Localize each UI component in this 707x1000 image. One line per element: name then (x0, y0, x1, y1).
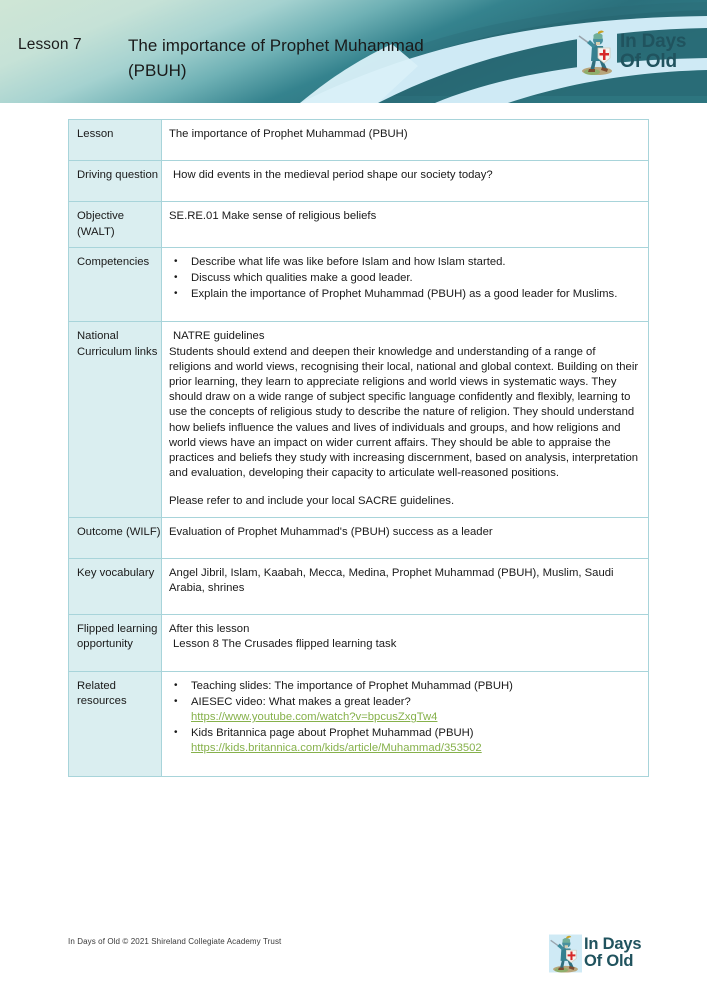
footer-copyright: In Days of Old © 2021 Shireland Collegiate Academy Trust (68, 937, 282, 946)
driving-question-text: How did events in the medieval period shape our society today? (173, 169, 493, 182)
table-row-driving-question (69, 161, 649, 202)
table-row-outcome (69, 517, 649, 558)
footer-brand-logo-text (584, 936, 641, 970)
lesson-overview-table (68, 119, 649, 777)
row-value-outcome: Evaluation of Prophet Muhammad's (PBUH) success as a leader (162, 517, 649, 558)
natre-heading: NATRE guidelines (173, 330, 265, 343)
row-label-related-resources: Related resources (69, 671, 162, 776)
footer-brand-logo-line2: Of Old (584, 952, 634, 970)
row-value-competencies (162, 247, 649, 322)
row-label-competencies: Competencies (69, 247, 162, 322)
youtube-link[interactable]: https://www.youtube.com/watch?v=bpcusZxgTw4 (191, 711, 438, 724)
brand-logo-line2: Of Old (620, 51, 677, 72)
resource-label-aiesec: AIESEC video: What makes a great leader? (191, 695, 411, 708)
resource-label-britannica: Kids Britannica page about Prophet Muhammad (PBUH) (191, 727, 474, 740)
row-value-objective: SE.RE.01 Make sense of religious beliefs (162, 202, 649, 247)
table-row-lesson (69, 120, 649, 161)
row-value-related-resources (162, 671, 649, 776)
britannica-link[interactable]: https://kids.britannica.com/kids/article/Muhammad/353502 (191, 742, 482, 755)
related-resources-list (169, 679, 640, 757)
row-label-driving-question: Driving question (69, 161, 162, 202)
list-item (169, 726, 640, 756)
row-label-key-vocabulary: Key vocabulary (69, 558, 162, 614)
brand-logo (577, 26, 695, 78)
table-row-national-curriculum (69, 322, 649, 517)
knight-icon (549, 934, 582, 973)
table-row-flipped-learning (69, 615, 649, 671)
row-label-objective: Objective (WALT) (69, 202, 162, 247)
row-value-national-curriculum (162, 322, 649, 517)
list-item: • Explain the importance of Prophet Muhammad (PBUH) as a good leader for Muslims. (169, 287, 640, 302)
list-item: • Teaching slides: The importance of Prophet Muhammad (PBUH) (169, 679, 640, 694)
page-title: The importance of Prophet Muhammad (PBUH) (128, 36, 424, 80)
table-row-key-vocabulary (69, 558, 649, 614)
lesson-number: Lesson 7 (18, 36, 82, 53)
row-label-flipped-learning: Flipped learning opportunity (69, 615, 162, 671)
row-value-key-vocabulary: Angel Jibril, Islam, Kaabah, Mecca, Medina, Prophet Muhammad (PBUH), Muslim, Saudi Arabia, shrines (162, 558, 649, 614)
competencies-list (169, 255, 640, 303)
sacre-note: Please refer to and include your local SACRE guidelines. (169, 495, 455, 508)
flipped-learning-line2: Lesson 8 The Crusades flipped learning task (173, 638, 397, 651)
page-header-banner (0, 0, 707, 103)
list-item: • Describe what life was like before Islam and how Islam started. (169, 255, 640, 270)
table-row-objective (69, 202, 649, 247)
flipped-learning-line1: After this lesson (169, 623, 250, 636)
spacer (169, 481, 640, 494)
table-row-competencies (69, 247, 649, 322)
row-label-national-curriculum: National Curriculum links (69, 322, 162, 517)
row-value-driving-question (162, 161, 649, 202)
list-item (169, 695, 640, 725)
footer-brand-logo-line1: In Days (584, 935, 642, 953)
row-label-outcome: Outcome (WILF) (69, 517, 162, 558)
natre-body: Students should extend and deepen their knowledge and understanding of a range of religions and world views, recognising their local, national and global context. Building on their prior learning, they learn to appreciate religions and world views in systematic ways. They should draw on a wide range of subject specific language confidently and flexibly, learning to use the concepts of religious study to describe the nature of religion. They should understand how beliefs influence the values and lives of individuals and groups, and how religions and world views have an impact on wider current affairs. They should be able to appraise the practices and beliefs they study with increasing discernment, based on analysis, interpretation and evaluation, developing their capacity to articulate well-reasoned positions. (169, 345, 639, 480)
row-value-flipped-learning (162, 615, 649, 671)
knight-icon (577, 29, 617, 75)
table-row-related-resources (69, 671, 649, 776)
row-value-lesson: The importance of Prophet Muhammad (PBUH) (162, 120, 649, 161)
brand-logo-line1: In Days (620, 31, 687, 52)
lesson-plan-sheet (0, 103, 707, 1000)
list-item: • Discuss which qualities make a good leader. (169, 271, 640, 286)
brand-logo-text (620, 32, 686, 72)
row-label-lesson: Lesson (69, 120, 162, 161)
footer-brand-logo (549, 930, 655, 976)
